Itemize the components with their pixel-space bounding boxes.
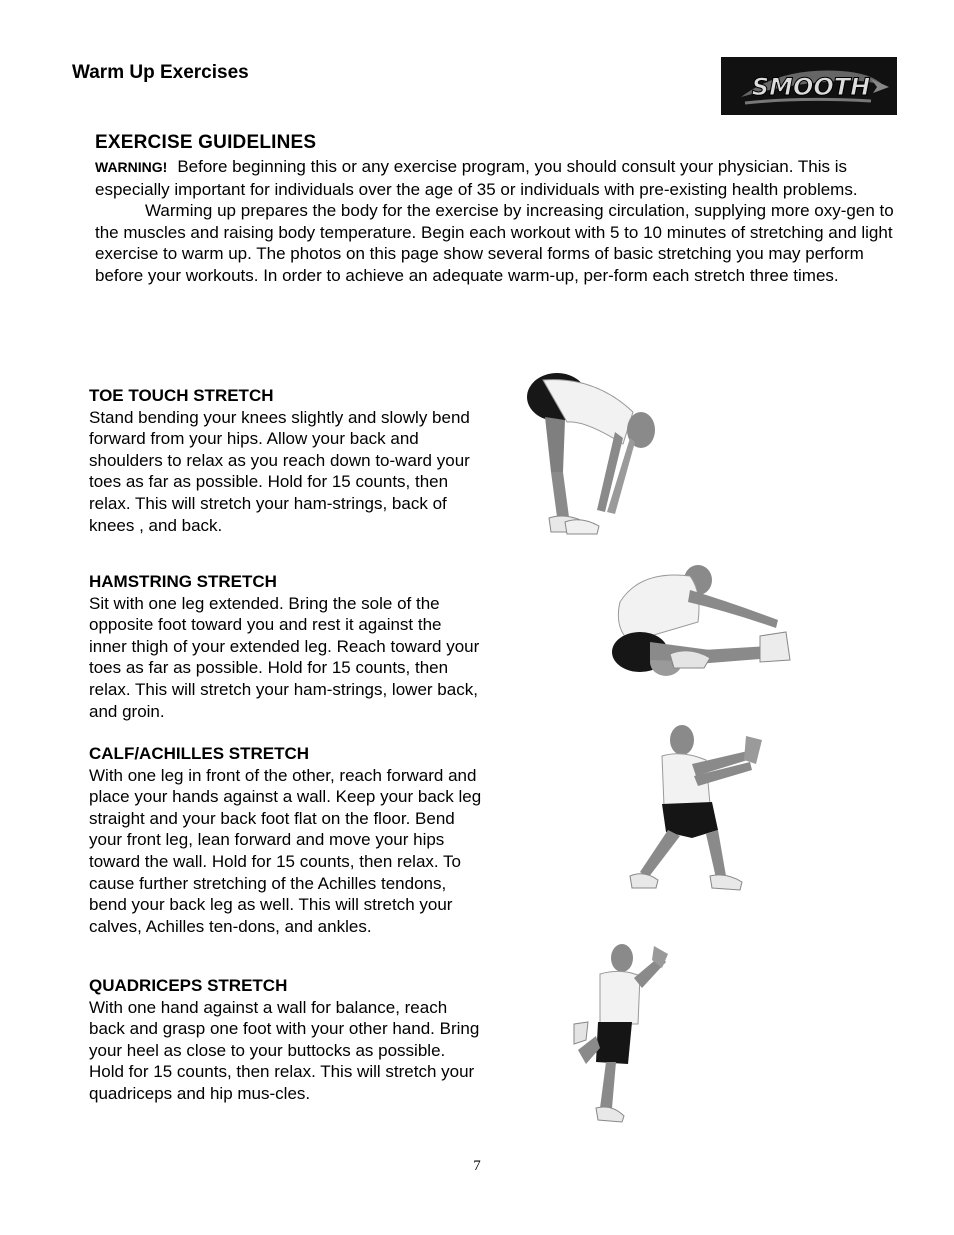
hamstring-stretch-photo (610, 562, 800, 682)
guidelines-body (95, 156, 910, 287)
exercise-toe-touch (89, 385, 484, 536)
exercise-calf-achilles (89, 743, 484, 937)
exercise-hamstring (89, 571, 484, 722)
toe-touch-photo (515, 372, 665, 542)
section-title: EXERCISE GUIDELINES (95, 132, 317, 153)
smooth-logo (721, 57, 897, 115)
exercise-title: QUADRICEPS STRETCH (89, 976, 288, 995)
warmup-paragraph: Warming up prepares the body for the exercise by increasing circulation, supplying more oxy-gen to the muscles and raising body temperature. Begin each workout with 5 to 10 minutes of stretching and light exercise to warm up. The photos on this page show several forms of basic stretching you may perform before your workouts. In order to achieve an adequate warm-up, per-form each stretch three times. (95, 201, 894, 285)
exercise-text: Sit with one leg extended. Bring the sole of the opposite foot toward you and rest it against the inner thigh of your extended leg. Reach toward your toes as far as possible. Hold for 15 counts, then relax. This will stretch your ham-strings, lower back, and groin. (89, 593, 480, 721)
exercise-text: Stand bending your knees slightly and slowly bend forward from your hips. Allow your back and shoulders to relax as you reach down to-ward your toes as far as possible. Hold for 15 counts, then relax. This will stretch your ham-strings, back of knees , and back. (89, 407, 470, 535)
exercise-title: HAMSTRING STRETCH (89, 572, 277, 591)
exercise-text: With one hand against a wall for balance, reach back and grasp one foot with your other hand. Bring your heel as close to your buttocks as possible. Hold for 15 counts, then relax. This will stretch your quadriceps and hip mus-cles. (89, 997, 480, 1103)
exercise-quadriceps (89, 975, 484, 1105)
exercise-text: With one leg in front of the other, reach forward and place your hands against a wall. Keep your back leg straight and your back foot flat on the floor. Bend your front leg, lean forward and move your hips toward the wall. Hold for 15 counts, then relax. To cause further stretching of the Achilles tendons, bend your back leg as well. This will stretch your calves, Achilles ten-dons, and ankles. (89, 765, 482, 936)
warning-text: Before beginning this or any exercise program, you should consult your physician. This is especially important for individuals over the age of 35 or individuals with pre-existing health problems. (95, 157, 858, 199)
page-number: 7 (473, 1158, 481, 1174)
exercise-title: CALF/ACHILLES STRETCH (89, 744, 310, 763)
svg-text:SMOOTH: SMOOTH (751, 73, 871, 101)
warning-paragraph (95, 156, 910, 200)
calf-stretch-photo (622, 720, 772, 895)
page-header-title: Warm Up Exercises (72, 62, 249, 83)
warning-label: WARNING! (95, 159, 168, 175)
exercise-title: TOE TOUCH STRETCH (89, 386, 274, 405)
quadriceps-stretch-photo (566, 940, 676, 1125)
